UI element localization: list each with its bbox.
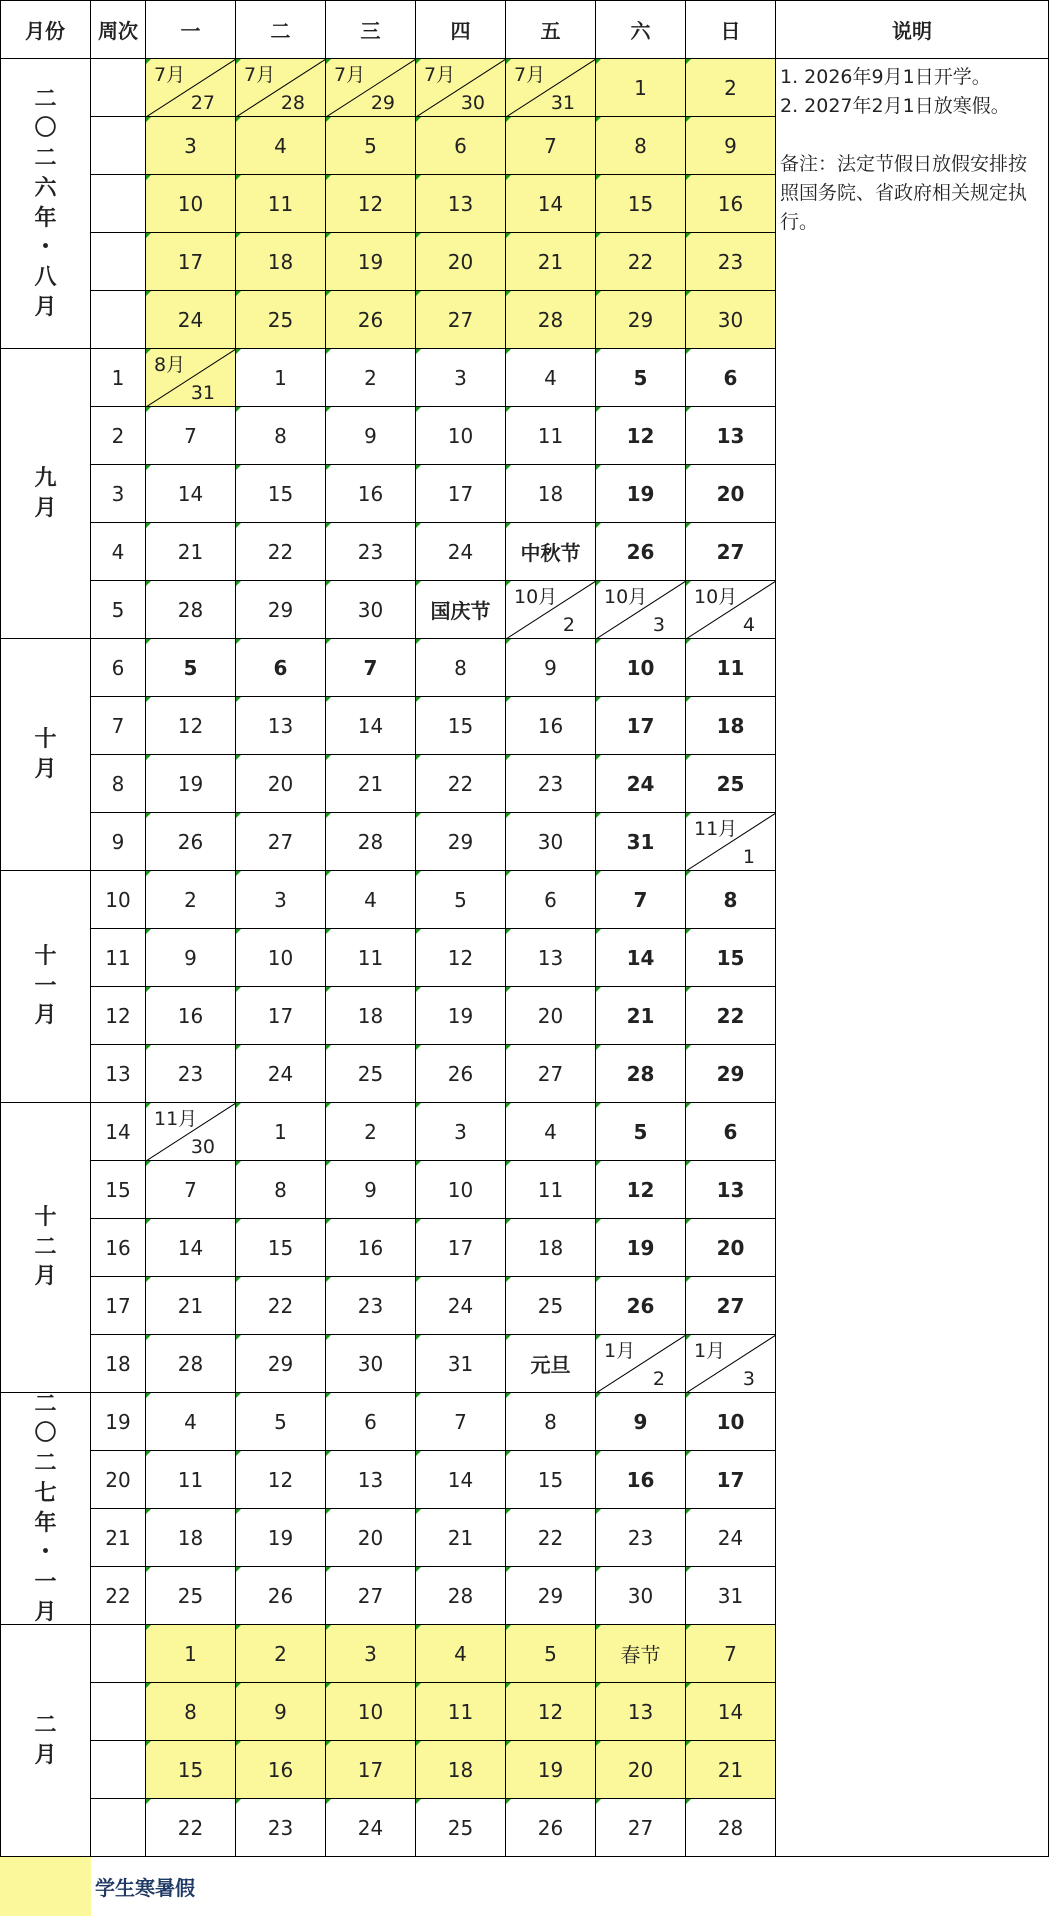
day-cell: 14 <box>596 929 686 987</box>
day-cell: 11 <box>416 1683 506 1741</box>
day-cell: 5 <box>326 117 416 175</box>
day-cell: 15 <box>236 1219 326 1277</box>
day-cell: 18 <box>146 1509 236 1567</box>
day-cell: 22 <box>596 233 686 291</box>
week-number: 16 <box>91 1219 146 1277</box>
day-cell: 26 <box>326 291 416 349</box>
day-cell: 10 <box>326 1683 416 1741</box>
day-cell: 4 <box>146 1393 236 1451</box>
day-cell: 19 <box>236 1509 326 1567</box>
day-cell: 12 <box>236 1451 326 1509</box>
week-number: 22 <box>91 1567 146 1625</box>
split-day: 3 <box>652 614 665 636</box>
header-day: 一 <box>146 0 236 59</box>
day-cell: 10 <box>416 407 506 465</box>
day-cell: 14 <box>326 697 416 755</box>
week-number: 14 <box>91 1103 146 1161</box>
day-cell-split <box>596 1335 686 1393</box>
day-cell: 25 <box>236 291 326 349</box>
day-cell: 11 <box>146 1451 236 1509</box>
day-cell-split <box>506 59 596 117</box>
day-cell: 19 <box>326 233 416 291</box>
day-cell: 18 <box>326 987 416 1045</box>
day-cell: 26 <box>236 1567 326 1625</box>
day-cell: 20 <box>326 1509 416 1567</box>
day-cell: 24 <box>236 1045 326 1103</box>
day-cell: 4 <box>506 349 596 407</box>
day-cell: 12 <box>146 697 236 755</box>
day-cell: 8 <box>236 1161 326 1219</box>
split-month: 11月 <box>694 818 738 840</box>
legend-label: 学生寒暑假 <box>95 1876 195 1900</box>
split-month: 10月 <box>694 586 738 608</box>
day-cell: 29 <box>236 581 326 639</box>
day-cell: 26 <box>596 1277 686 1335</box>
day-cell: 28 <box>146 581 236 639</box>
day-cell: 16 <box>236 1741 326 1799</box>
day-cell: 8 <box>236 407 326 465</box>
day-cell: 28 <box>686 1799 776 1857</box>
day-cell: 15 <box>506 1451 596 1509</box>
day-cell: 31 <box>596 813 686 871</box>
day-cell: 2 <box>326 1103 416 1161</box>
legend-swatch <box>0 1857 91 1916</box>
day-cell: 29 <box>236 1335 326 1393</box>
split-month: 1月 <box>694 1340 726 1362</box>
day-cell-split <box>416 59 506 117</box>
day-cell: 19 <box>146 755 236 813</box>
day-cell: 6 <box>236 639 326 697</box>
day-cell: 25 <box>686 755 776 813</box>
day-cell: 5 <box>506 1625 596 1683</box>
day-cell: 19 <box>596 1219 686 1277</box>
split-month: 10月 <box>514 586 558 608</box>
day-cell: 26 <box>416 1045 506 1103</box>
day-cell-split <box>596 581 686 639</box>
note-line: 1. 2026年9月1日开学。 <box>780 66 991 88</box>
day-cell: 11 <box>506 1161 596 1219</box>
split-month: 7月 <box>334 64 366 86</box>
note-line: 备注：法定节假日放假安排按照国务院、省政府相关规定执行。 <box>780 153 1028 233</box>
week-number <box>91 291 146 349</box>
day-cell: 29 <box>416 813 506 871</box>
day-cell: 18 <box>236 233 326 291</box>
week-number: 8 <box>91 755 146 813</box>
day-cell: 2 <box>686 59 776 117</box>
day-cell: 9 <box>686 117 776 175</box>
week-number: 1 <box>91 349 146 407</box>
day-cell: 5 <box>596 1103 686 1161</box>
day-cell: 14 <box>686 1683 776 1741</box>
week-number: 2 <box>91 407 146 465</box>
week-number: 17 <box>91 1277 146 1335</box>
day-cell: 27 <box>326 1567 416 1625</box>
day-cell: 16 <box>596 1451 686 1509</box>
day-cell: 16 <box>146 987 236 1045</box>
day-cell: 国庆节 <box>416 581 506 639</box>
week-number: 12 <box>91 987 146 1045</box>
day-cell: 28 <box>596 1045 686 1103</box>
day-cell: 5 <box>596 349 686 407</box>
day-cell: 24 <box>326 1799 416 1857</box>
day-cell: 15 <box>236 465 326 523</box>
day-cell: 6 <box>686 1103 776 1161</box>
day-cell-split <box>686 1335 776 1393</box>
day-cell: 17 <box>236 987 326 1045</box>
day-cell: 15 <box>146 1741 236 1799</box>
day-cell: 16 <box>326 1219 416 1277</box>
day-cell: 22 <box>506 1509 596 1567</box>
day-cell: 11 <box>686 639 776 697</box>
day-cell: 2 <box>326 349 416 407</box>
split-month: 10月 <box>604 586 648 608</box>
header-notes: 说明 <box>776 0 1049 59</box>
day-cell: 1 <box>596 59 686 117</box>
day-cell: 13 <box>686 407 776 465</box>
week-number <box>91 1741 146 1799</box>
day-cell-split <box>146 1103 236 1161</box>
day-cell: 7 <box>146 1161 236 1219</box>
day-cell: 20 <box>686 1219 776 1277</box>
week-number: 3 <box>91 465 146 523</box>
day-cell: 27 <box>416 291 506 349</box>
month-label: 二 月 <box>0 1625 91 1857</box>
day-cell: 12 <box>596 1161 686 1219</box>
split-month: 1月 <box>604 1340 636 1362</box>
day-cell: 3 <box>146 117 236 175</box>
day-cell: 10 <box>416 1161 506 1219</box>
day-cell: 8 <box>146 1683 236 1741</box>
week-number: 5 <box>91 581 146 639</box>
day-cell: 18 <box>506 1219 596 1277</box>
day-cell: 29 <box>686 1045 776 1103</box>
day-cell-split <box>146 349 236 407</box>
split-day: 28 <box>280 92 305 114</box>
day-cell: 27 <box>686 523 776 581</box>
split-month: 7月 <box>424 64 456 86</box>
week-number: 9 <box>91 813 146 871</box>
day-cell: 16 <box>326 465 416 523</box>
day-cell: 2 <box>146 871 236 929</box>
day-cell: 13 <box>236 697 326 755</box>
day-cell: 9 <box>506 639 596 697</box>
day-cell: 28 <box>326 813 416 871</box>
day-cell: 29 <box>596 291 686 349</box>
day-cell: 8 <box>416 639 506 697</box>
notes-panel <box>776 59 1049 1857</box>
day-cell: 10 <box>686 1393 776 1451</box>
day-cell: 22 <box>416 755 506 813</box>
split-day: 2 <box>562 614 575 636</box>
day-cell: 17 <box>596 697 686 755</box>
note-line: 2. 2027年2月1日放寒假。 <box>780 95 1010 117</box>
day-cell: 5 <box>416 871 506 929</box>
day-cell: 3 <box>416 349 506 407</box>
day-cell: 27 <box>506 1045 596 1103</box>
day-cell: 10 <box>236 929 326 987</box>
header-day: 四 <box>416 0 506 59</box>
day-cell: 30 <box>326 581 416 639</box>
week-number <box>91 1625 146 1683</box>
day-cell: 29 <box>506 1567 596 1625</box>
day-cell: 8 <box>686 871 776 929</box>
day-cell-split <box>506 581 596 639</box>
day-cell: 3 <box>416 1103 506 1161</box>
day-cell: 18 <box>416 1741 506 1799</box>
day-cell: 4 <box>416 1625 506 1683</box>
day-cell: 14 <box>146 1219 236 1277</box>
day-cell: 12 <box>506 1683 596 1741</box>
day-cell: 8 <box>506 1393 596 1451</box>
day-cell: 19 <box>506 1741 596 1799</box>
day-cell: 7 <box>146 407 236 465</box>
day-cell: 13 <box>506 929 596 987</box>
week-number: 10 <box>91 871 146 929</box>
week-number: 21 <box>91 1509 146 1567</box>
split-month: 7月 <box>514 64 546 86</box>
day-cell: 22 <box>686 987 776 1045</box>
day-cell-split <box>686 813 776 871</box>
day-cell: 11 <box>506 407 596 465</box>
day-cell: 25 <box>416 1799 506 1857</box>
day-cell: 18 <box>506 465 596 523</box>
header-day: 三 <box>326 0 416 59</box>
day-cell: 23 <box>326 1277 416 1335</box>
day-cell: 4 <box>506 1103 596 1161</box>
split-day: 30 <box>190 1136 215 1158</box>
week-number <box>91 175 146 233</box>
day-cell: 4 <box>326 871 416 929</box>
day-cell: 24 <box>686 1509 776 1567</box>
header-month: 月份 <box>0 0 91 59</box>
week-number: 18 <box>91 1335 146 1393</box>
week-number <box>91 1799 146 1857</box>
day-cell: 15 <box>416 697 506 755</box>
day-cell: 21 <box>146 523 236 581</box>
day-cell: 28 <box>146 1335 236 1393</box>
month-label: 十 一 月 <box>0 871 91 1103</box>
day-cell: 14 <box>416 1451 506 1509</box>
day-cell: 20 <box>596 1741 686 1799</box>
day-cell: 13 <box>326 1451 416 1509</box>
month-label: 二 〇 二 七 年 ・ 一 月 <box>0 1393 91 1625</box>
split-day: 27 <box>190 92 215 114</box>
day-cell: 19 <box>596 465 686 523</box>
day-cell: 24 <box>146 291 236 349</box>
split-day: 4 <box>742 614 755 636</box>
day-cell: 16 <box>506 697 596 755</box>
day-cell: 23 <box>236 1799 326 1857</box>
day-cell: 15 <box>596 175 686 233</box>
day-cell: 1 <box>146 1625 236 1683</box>
day-cell: 7 <box>416 1393 506 1451</box>
day-cell: 6 <box>506 871 596 929</box>
day-cell: 22 <box>236 523 326 581</box>
split-month: 8月 <box>154 354 186 376</box>
day-cell: 25 <box>326 1045 416 1103</box>
day-cell: 18 <box>686 697 776 755</box>
day-cell: 17 <box>686 1451 776 1509</box>
day-cell: 28 <box>506 291 596 349</box>
day-cell: 31 <box>686 1567 776 1625</box>
day-cell: 12 <box>596 407 686 465</box>
split-day: 1 <box>742 846 755 868</box>
day-cell: 23 <box>686 233 776 291</box>
day-cell: 13 <box>596 1683 686 1741</box>
note-line <box>780 121 1044 150</box>
day-cell: 24 <box>416 523 506 581</box>
split-day: 29 <box>370 92 395 114</box>
split-day: 31 <box>550 92 575 114</box>
day-cell: 22 <box>236 1277 326 1335</box>
day-cell: 1 <box>236 1103 326 1161</box>
day-cell: 30 <box>326 1335 416 1393</box>
day-cell: 11 <box>326 929 416 987</box>
day-cell: 20 <box>506 987 596 1045</box>
day-cell: 27 <box>236 813 326 871</box>
day-cell: 31 <box>416 1335 506 1393</box>
day-cell: 2 <box>236 1625 326 1683</box>
day-cell: 17 <box>416 465 506 523</box>
day-cell: 30 <box>686 291 776 349</box>
day-cell: 6 <box>326 1393 416 1451</box>
week-number: 13 <box>91 1045 146 1103</box>
week-number: 4 <box>91 523 146 581</box>
day-cell: 14 <box>506 175 596 233</box>
day-cell: 10 <box>596 639 686 697</box>
split-month: 7月 <box>244 64 276 86</box>
day-cell: 7 <box>596 871 686 929</box>
header-week: 周次 <box>91 0 146 59</box>
week-number: 15 <box>91 1161 146 1219</box>
week-number: 11 <box>91 929 146 987</box>
week-number: 7 <box>91 697 146 755</box>
split-day: 3 <box>742 1368 755 1390</box>
day-cell: 6 <box>686 349 776 407</box>
week-number <box>91 1683 146 1741</box>
day-cell: 15 <box>686 929 776 987</box>
day-cell: 7 <box>686 1625 776 1683</box>
day-cell: 10 <box>146 175 236 233</box>
day-cell: 17 <box>416 1219 506 1277</box>
month-label: 九 月 <box>0 349 91 639</box>
day-cell: 20 <box>686 465 776 523</box>
day-cell: 11 <box>236 175 326 233</box>
day-cell-split <box>326 59 416 117</box>
day-cell: 4 <box>236 117 326 175</box>
day-cell: 春节 <box>596 1625 686 1683</box>
split-day: 2 <box>652 1368 665 1390</box>
header-day: 二 <box>236 0 326 59</box>
week-number: 6 <box>91 639 146 697</box>
day-cell: 8 <box>596 117 686 175</box>
week-number: 20 <box>91 1451 146 1509</box>
day-cell: 22 <box>146 1799 236 1857</box>
day-cell: 9 <box>146 929 236 987</box>
day-cell-split <box>236 59 326 117</box>
day-cell: 26 <box>506 1799 596 1857</box>
day-cell: 30 <box>596 1567 686 1625</box>
month-label: 十 月 <box>0 639 91 871</box>
week-number <box>91 233 146 291</box>
month-label: 十 二 月 <box>0 1103 91 1393</box>
day-cell: 13 <box>416 175 506 233</box>
day-cell: 12 <box>416 929 506 987</box>
day-cell: 24 <box>416 1277 506 1335</box>
split-month: 11月 <box>154 1108 198 1130</box>
day-cell: 12 <box>326 175 416 233</box>
day-cell: 21 <box>416 1509 506 1567</box>
day-cell: 14 <box>146 465 236 523</box>
day-cell: 27 <box>686 1277 776 1335</box>
week-number <box>91 117 146 175</box>
day-cell: 9 <box>326 407 416 465</box>
day-cell: 21 <box>686 1741 776 1799</box>
day-cell: 1 <box>236 349 326 407</box>
day-cell: 26 <box>596 523 686 581</box>
day-cell-split <box>146 59 236 117</box>
day-cell: 21 <box>326 755 416 813</box>
day-cell: 27 <box>596 1799 686 1857</box>
day-cell: 17 <box>326 1741 416 1799</box>
day-cell: 25 <box>506 1277 596 1335</box>
day-cell: 21 <box>146 1277 236 1335</box>
day-cell: 9 <box>236 1683 326 1741</box>
day-cell: 3 <box>236 871 326 929</box>
day-cell-split <box>686 581 776 639</box>
day-cell: 20 <box>236 755 326 813</box>
day-cell: 9 <box>596 1393 686 1451</box>
header-day: 五 <box>506 0 596 59</box>
day-cell: 28 <box>416 1567 506 1625</box>
day-cell: 16 <box>686 175 776 233</box>
day-cell: 19 <box>416 987 506 1045</box>
day-cell: 13 <box>686 1161 776 1219</box>
day-cell: 3 <box>326 1625 416 1683</box>
day-cell: 元旦 <box>506 1335 596 1393</box>
day-cell: 23 <box>596 1509 686 1567</box>
week-number <box>91 59 146 117</box>
day-cell: 23 <box>326 523 416 581</box>
day-cell: 26 <box>146 813 236 871</box>
day-cell: 23 <box>146 1045 236 1103</box>
header-day: 日 <box>686 0 776 59</box>
day-cell: 5 <box>146 639 236 697</box>
day-cell: 5 <box>236 1393 326 1451</box>
day-cell: 20 <box>416 233 506 291</box>
day-cell: 25 <box>146 1567 236 1625</box>
week-number: 19 <box>91 1393 146 1451</box>
day-cell: 24 <box>596 755 686 813</box>
day-cell: 中秋节 <box>506 523 596 581</box>
day-cell: 7 <box>506 117 596 175</box>
day-cell: 23 <box>506 755 596 813</box>
day-cell: 30 <box>506 813 596 871</box>
day-cell: 9 <box>326 1161 416 1219</box>
month-label: 二 〇 二 六 年 ・ 八 月 <box>0 59 91 349</box>
day-cell: 21 <box>596 987 686 1045</box>
day-cell: 7 <box>326 639 416 697</box>
day-cell: 17 <box>146 233 236 291</box>
split-day: 31 <box>190 382 215 404</box>
split-day: 30 <box>460 92 485 114</box>
split-month: 7月 <box>154 64 186 86</box>
day-cell: 21 <box>506 233 596 291</box>
header-day: 六 <box>596 0 686 59</box>
day-cell: 6 <box>416 117 506 175</box>
